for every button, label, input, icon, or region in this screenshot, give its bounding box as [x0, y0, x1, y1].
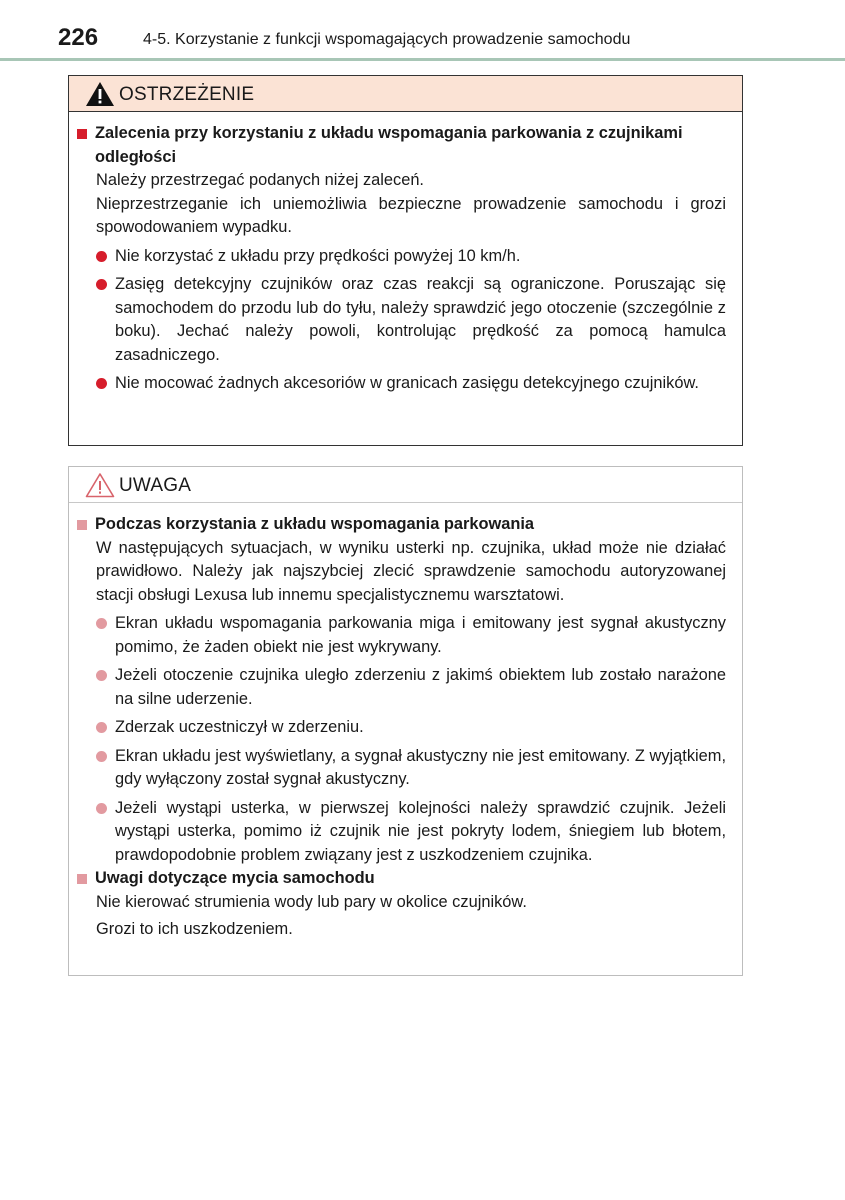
- bullet-dot-icon: [96, 722, 107, 733]
- section-title-text: Uwagi dotyczące mycia samochodu: [95, 869, 375, 887]
- bullet-dot-icon: [96, 670, 107, 681]
- list-item: [96, 716, 726, 740]
- section-marker-icon: [77, 129, 87, 139]
- list-item: [96, 664, 726, 711]
- list-item: [96, 612, 726, 659]
- bullet-dot-icon: [96, 378, 107, 389]
- warning-box-header: [69, 76, 742, 112]
- section-title: [77, 122, 726, 169]
- paragraph: Nie kierować strumienia wody lub pary w okolice czujników.: [96, 892, 527, 911]
- list-item-text: Zderzak uczestniczył w zderzeniu.: [115, 718, 364, 736]
- list-item-text: Nie korzystać z układu przy prędkości powyżej 10 km/h.: [115, 246, 521, 265]
- list-item-text: Jeżeli otoczenie czujnika uległo zderzeniu z jakimś obiektem lub zostało narażone na silne uderzenie.: [115, 666, 726, 708]
- bullet-dot-icon: [96, 279, 107, 290]
- page-number: 226: [58, 24, 99, 51]
- caution-label: UWAGA: [119, 475, 192, 496]
- paragraph: Grozi to ich uszkodzeniem.: [96, 920, 293, 938]
- bullet-list: [77, 245, 726, 396]
- list-item: [96, 745, 726, 792]
- bullet-list: [77, 612, 726, 867]
- bullet-dot-icon: [96, 803, 107, 814]
- list-item: [96, 273, 726, 367]
- warning-label: OSTRZEŻENIE: [119, 84, 255, 105]
- paragraph: Należy przestrzegać podanych niżej zaleceń.: [96, 171, 424, 189]
- list-item: [96, 797, 726, 868]
- caution-triangle-icon: [85, 472, 115, 498]
- warning-triangle-icon: [85, 81, 115, 107]
- section-title-text: Zalecenia przy korzystaniu z układu wspomagania parkowania z czujnikami odległości: [95, 124, 683, 166]
- caution-box: [68, 466, 743, 976]
- list-item: [96, 245, 726, 269]
- list-item: [96, 372, 726, 396]
- bullet-dot-icon: [96, 751, 107, 762]
- section-title: [77, 513, 726, 537]
- warning-box: [68, 75, 743, 446]
- section-title-text: Podczas korzystania z układu wspomagania parkowania: [95, 515, 535, 533]
- list-item-text: Ekran układu wspomagania parkowania miga i emitowany jest sygnał akustyczny pomimo, że żaden obiekt nie jest wykrywany.: [115, 614, 726, 656]
- caution-body: [69, 503, 742, 942]
- page-header: [0, 0, 845, 62]
- list-item-text: Ekran układu jest wyświetlany, a sygnał akustyczny nie jest emitowany. Z wyjątkiem, gdy wyłączony został sygnał akustyczny.: [115, 746, 726, 788]
- header-rule: [0, 58, 845, 61]
- section-marker-icon: [77, 520, 87, 530]
- caution-box-header: [69, 467, 742, 503]
- bullet-dot-icon: [96, 251, 107, 262]
- list-item-text: Zasięg detekcyjny czujników oraz czas reakcji są ograniczone. Poruszając się samochodem do przodu lub do tyłu, należy sprawdzić jego otoczenie (szczególnie z boku). Jechać należy powoli, kontrolując prędkość za pomocą hamulca zasadniczego.: [115, 275, 726, 364]
- list-item-text: Nie mocować żadnych akcesoriów w granicach zasięgu detekcyjnego czujników.: [115, 374, 699, 392]
- paragraph: Nieprzestrzeganie ich uniemożliwia bezpieczne prowadzenie samochodu i grozi spowodowaniem wypadku.: [96, 194, 726, 236]
- list-item-text: Jeżeli wystąpi usterka, w pierwszej kolejności należy sprawdzić czujnik. Jeżeli wystąpi usterka, pomimo iż czujnik nie jest pokryty lodem, śniegiem lub błotem, prawdopodobnie problem związany jest z uszkodzeniem czujnika.: [115, 798, 726, 864]
- section-marker-icon: [77, 874, 87, 884]
- paragraph: W następujących sytuacjach, w wyniku usterki np. czujnika, układ może nie działać prawidłowo. Należy jak najszybciej zlecić sprawdzenie samochodu autoryzowanej stacji obsługi Lexusa lub innemu specjalistycznemu warsztatowi.: [96, 538, 726, 604]
- bullet-dot-icon: [96, 618, 107, 629]
- chapter-title: 4-5. Korzystanie z funkcji wspomagających prowadzenie samochodu: [143, 31, 631, 48]
- warning-body: [69, 112, 742, 396]
- section-title: [77, 867, 726, 891]
